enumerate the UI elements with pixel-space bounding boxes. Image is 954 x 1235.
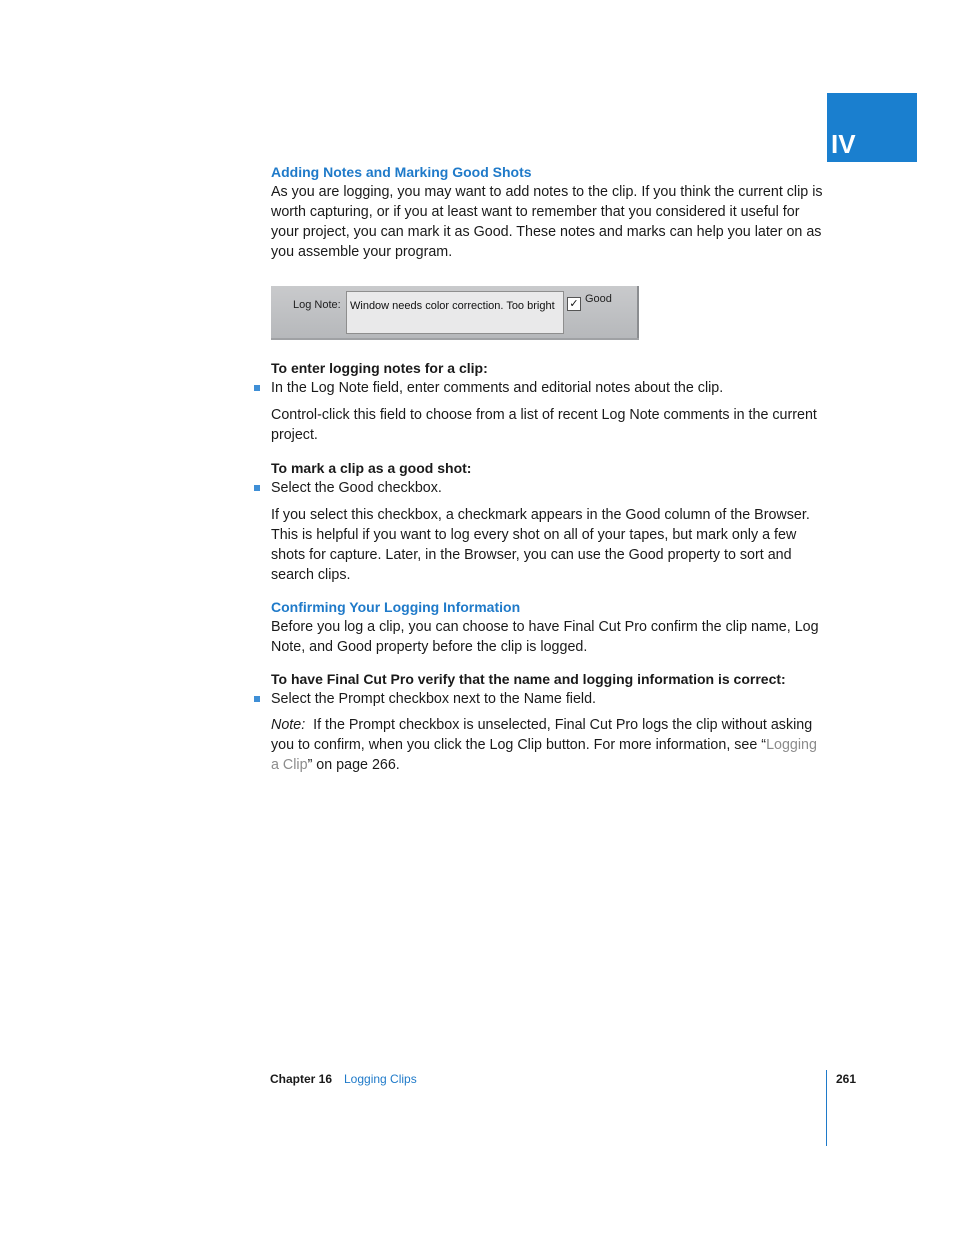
confirming-paragraph: Before you log a clip, you can choose to have Final Cut Pro confirm the clip name, Log Note, and Good property before the clip is logged.: [271, 619, 819, 655]
bullet-prompt: [271, 689, 827, 709]
bullet-log-notes: [271, 378, 827, 398]
note-paragraph: [271, 715, 827, 775]
footer-chapter-title: Logging Clips: [344, 1072, 417, 1086]
log-note-field: [346, 291, 564, 334]
footer-chapter: Chapter 16: [270, 1072, 333, 1086]
log-note-tip: Control-click this field to choose from a list of recent Log Note comments in the current project.: [271, 407, 817, 443]
log-note-value: Window needs color correction. Too bright: [350, 300, 555, 312]
bullet-square-icon: [254, 485, 260, 491]
task-title-good-shot: To mark a clip as a good shot:: [271, 460, 472, 476]
good-checkbox-label: Good: [585, 293, 612, 305]
bullet-text: Select the Good checkbox.: [271, 480, 442, 496]
footer-divider: [826, 1070, 827, 1146]
bullet-good-shot: [271, 478, 827, 498]
intro-paragraph: As you are logging, you may want to add notes to the clip. If you think the current clip is worth capturing, or if you at least want to remember that you considered it useful for your project, you can mark it as Good. These notes and marks can help you later on as you assemble your program.: [271, 184, 823, 260]
bullet-text: Select the Prompt checkbox next to the Name field.: [271, 691, 597, 707]
note-text: If the Prompt checkbox is unselected, Final Cut Pro logs the clip without asking you to confirm, when you click the Log Clip button. For more information, see “: [271, 717, 813, 753]
task-title-verify: To have Final Cut Pro verify that the name and logging information is correct:: [271, 671, 786, 687]
note-text-end: ” on page 266.: [307, 757, 400, 773]
bullet-square-icon: [254, 696, 260, 702]
page-number: 261: [836, 1072, 857, 1086]
page-content: [271, 162, 827, 775]
log-note-screenshot: [271, 286, 639, 340]
task-title-log-notes: To enter logging notes for a clip:: [271, 360, 488, 376]
bullet-text: In the Log Note field, enter comments and editorial notes about the clip.: [271, 380, 724, 396]
section-heading-notes: Adding Notes and Marking Good Shots: [271, 164, 532, 180]
note-label: Note:: [271, 717, 306, 733]
good-checkbox: ✓: [567, 297, 581, 311]
bullet-square-icon: [254, 385, 260, 391]
section-heading-confirming: Confirming Your Logging Information: [271, 599, 521, 615]
logging-a-clip-link[interactable]: Logging a Clip: [271, 737, 817, 773]
screenshot-edge: [637, 286, 639, 338]
section-tab-label: IV: [831, 129, 856, 159]
log-note-label: Log Note:: [293, 299, 341, 311]
good-shot-paragraph: If you select this checkbox, a checkmark appears in the Good column of the Browser. This is helpful if you want to log every shot on all of your tapes, but mark only a few shots for capture. Later, in the Browser, you can use the Good property to sort and search clips.: [271, 507, 810, 583]
section-tab: [827, 93, 917, 162]
